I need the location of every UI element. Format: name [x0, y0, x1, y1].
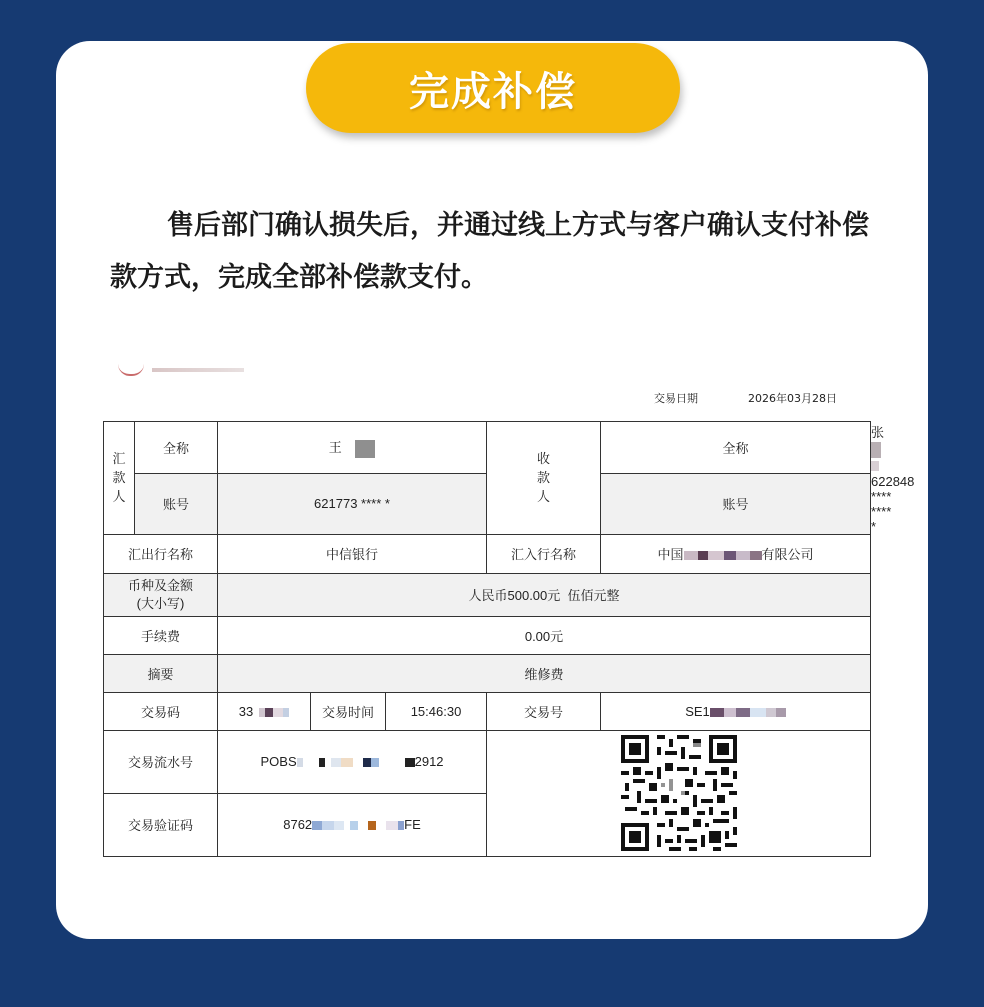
payer-account: 621773 **** *: [218, 473, 487, 534]
serial-label: 交易流水号: [104, 730, 218, 793]
qr-code-icon: [617, 731, 741, 855]
summary-label: 摘要: [104, 654, 218, 692]
trade-date-label: 交易日期: [654, 392, 698, 405]
payee-label: 收 款 人: [487, 422, 601, 535]
payment-receipt-table: 汇 款 人 全称 王 收 款 人 全称 张 账号 621773 **** * 账号 汇出行名称 中信银行 汇入行名称 中国 有限公司 币种及金额 (大小写) 人民币500.00元 伍佰元整 手续费 0.00元 摘要 维修费 交易码 33 交易时间 15:46:30 交易号 SE1 交易流水号 POBS 2912 交易验证码 8762 FE: [103, 421, 871, 857]
trade-code: 33: [218, 692, 311, 730]
intro-paragraph: 售后部门确认损失后，并通过线上方式与客户确认支付补偿款方式，完成全部补偿款支付。: [110, 210, 869, 293]
payee-account-label: 账号: [601, 473, 871, 534]
trade-no-label: 交易号: [487, 692, 601, 730]
payer-label: 汇 款 人: [104, 422, 135, 535]
trade-time: 15:46:30: [386, 692, 487, 730]
bank-logo-icon: [118, 366, 248, 374]
verify-code: 8762 FE: [218, 793, 487, 856]
payer-name: 王: [218, 422, 487, 474]
serial-number: POBS 2912: [218, 730, 487, 793]
summary-value: 维修费: [218, 654, 871, 692]
trade-no: SE1: [601, 692, 871, 730]
title-banner: [306, 43, 680, 133]
trade-code-label: 交易码: [104, 692, 218, 730]
payer-bank: 中信银行: [218, 534, 487, 573]
payer-name-label: 全称: [135, 422, 218, 474]
trade-time-label: 交易时间: [311, 692, 386, 730]
payee-name-label: 全称: [601, 422, 871, 474]
fee-value: 0.00元: [218, 616, 871, 654]
payee-bank: 中国 有限公司: [601, 534, 871, 573]
page-title: 完成补偿: [409, 68, 577, 115]
fee-label: 手续费: [104, 616, 218, 654]
verify-code-label: 交易验证码: [104, 793, 218, 856]
payee-bank-label: 汇入行名称: [487, 534, 601, 573]
qr-cell: [487, 730, 871, 856]
payer-account-label: 账号: [135, 473, 218, 534]
trade-date-value: 2026年03月28日: [748, 392, 837, 405]
amount-value: 人民币500.00元 伍佰元整: [218, 573, 871, 616]
payer-bank-label: 汇出行名称: [104, 534, 218, 573]
amount-label: 币种及金额 (大小写): [104, 573, 218, 616]
